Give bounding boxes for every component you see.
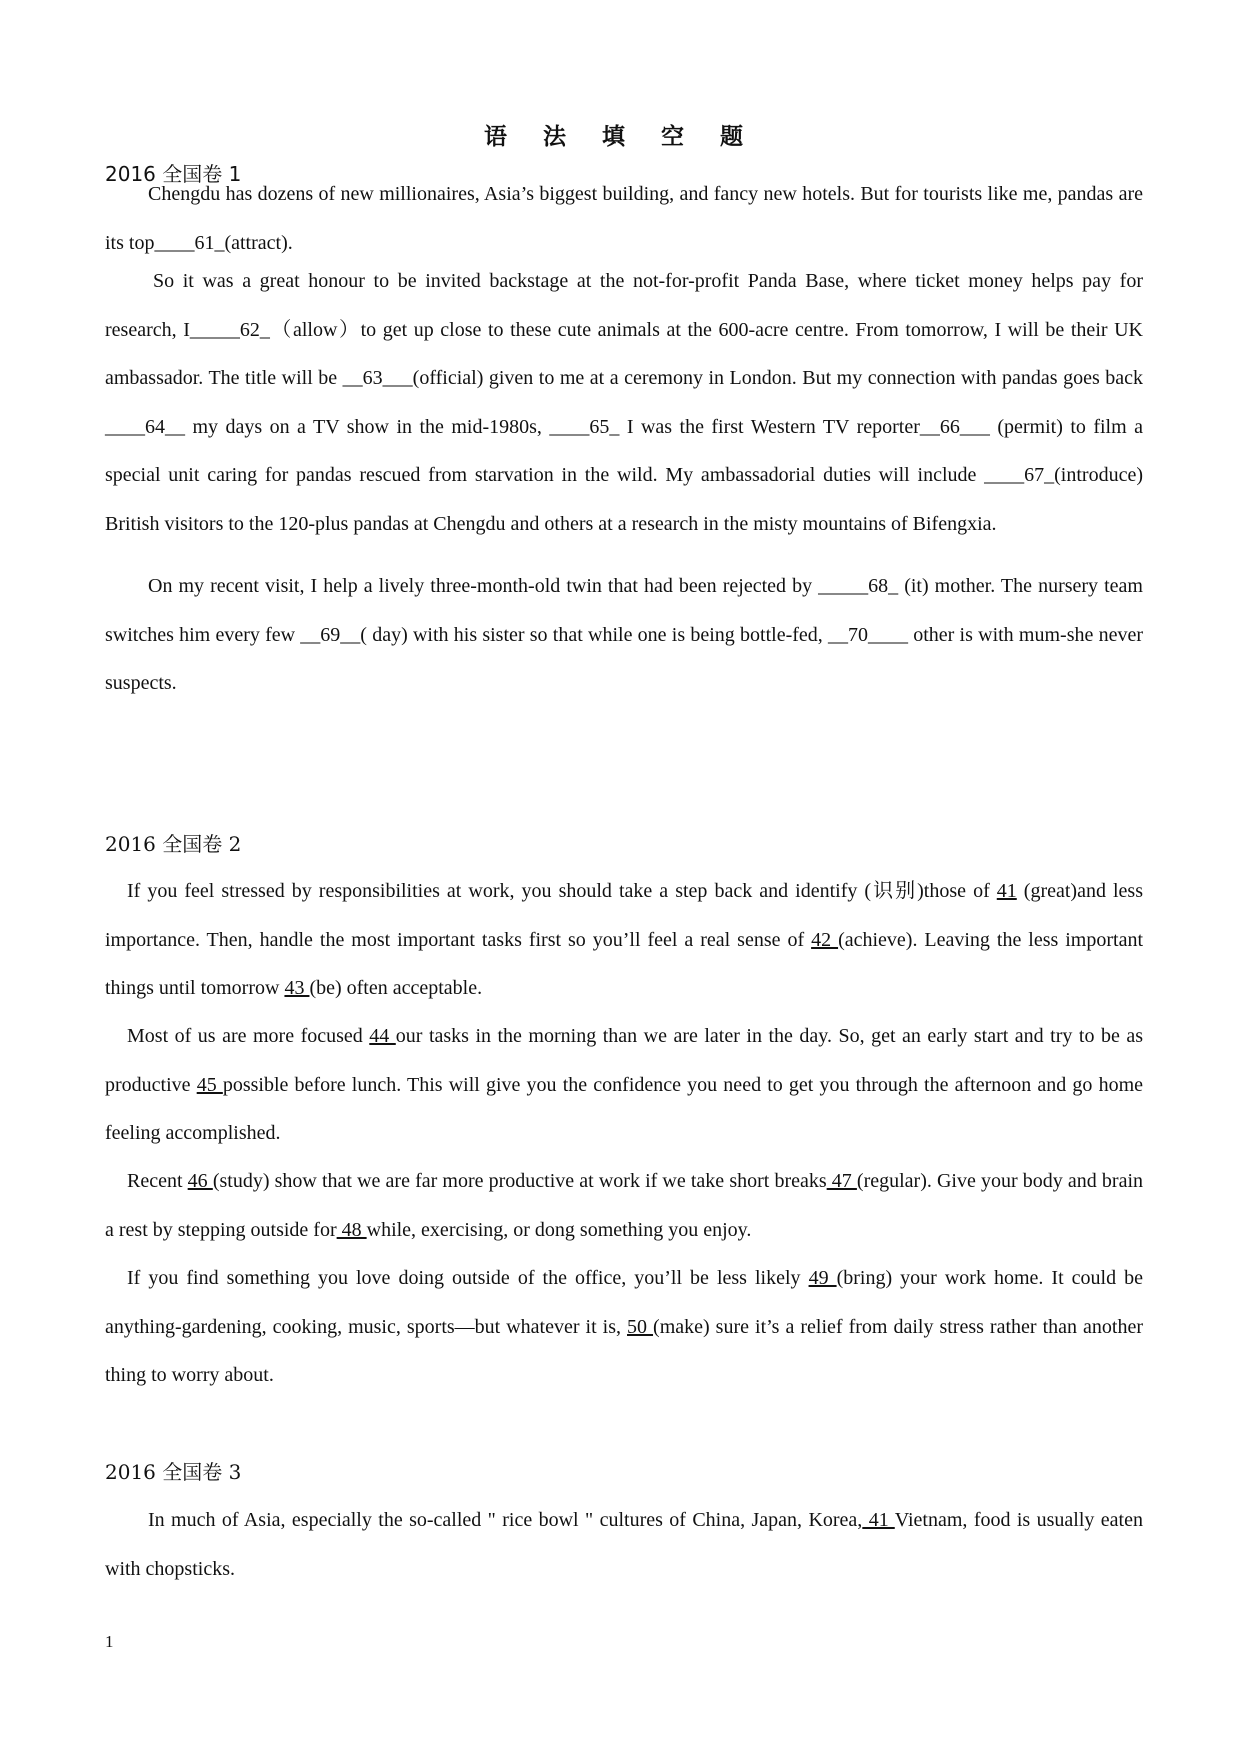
blank-41: 41 [996, 880, 1017, 902]
blank-50: 50 [627, 1315, 654, 1338]
section2-paragraph-4 [105, 1254, 1143, 1400]
section2-paragraph-3 [105, 1157, 1143, 1254]
text: (study) show that we are far more productive at work if we take short breaks [212, 1170, 827, 1192]
blank-43: 43 [284, 977, 310, 999]
text: while, exercising, or dong something you enjoy. [366, 1218, 752, 1241]
section3-heading: 2016 全国卷 3 [105, 1460, 242, 1484]
page-number: 1 [105, 1632, 114, 1651]
section2-paragraph-2 [105, 1012, 1143, 1158]
blank-42: 42 [811, 928, 839, 951]
blank-41: 41 [862, 1509, 895, 1531]
text: Vietnam, food is usually eaten with chopsticks. [105, 1509, 1143, 1580]
section1-paragraph-2: So it was a great honour to be invited backstage at the not-for-profit Panda Base, where ticket money helps pay for research, I_____62_（allow）to get up close to these cute animals at the 600-acre centre. From tomorrow, I will be their UK ambassador. The title will be __63___(official) given to me at a ceremony in London. But my connection with pandas goes back ____64__ my days on a TV show in the mid-1980s, ____65_ I was the first Western TV reporter__66___ (permit) to film a special unit caring for pandas rescued from starvation in the wild. My ambassadorial duties will include ____67_(introduce) British visitors to the 120-plus pandas at Chengdu and others at a research in the misty mountains of Bifengxia. [105, 270, 1143, 535]
text: If you feel stressed by responsibilities at work, you should take a step back and identify (识别)those of [127, 880, 997, 902]
blank-48: 48 [336, 1218, 367, 1241]
blank-45: 45 [196, 1073, 223, 1096]
section2-heading: 2016 全国卷 2 [105, 832, 242, 856]
page-title: 语 法 填 空 题 [483, 123, 758, 150]
section2-paragraph-1 [105, 867, 1143, 1013]
text: (great)and less importance. Then, handle the most important tasks first so you’ll feel a real sense of [105, 880, 1144, 951]
blank-46: 46 [187, 1170, 213, 1192]
text: In much of Asia, especially the so-called " rice bowl " cultures of China, Japan, Korea, [148, 1509, 863, 1531]
text: If you find something you love doing outside of the office, you’ll be less likely [127, 1267, 809, 1289]
text: (achieve). Leaving the less important things until tomorrow [105, 928, 1144, 999]
text: (make) sure it’s a relief from daily stress rather than another thing to worry about. [105, 1315, 1143, 1386]
blank-47: 47 [826, 1170, 857, 1192]
section1-heading: 2016 全国卷 1 [105, 162, 242, 186]
text: (regular). Give your body and brain a rest by stepping outside for [105, 1170, 1144, 1241]
text: Most of us are more focused [127, 1025, 370, 1047]
section1-paragraph-1: Chengdu has dozens of new millionaires, Asia’s biggest building, and fancy new hotels. But for tourists like me, pandas are its top____61_(attract). [105, 183, 1143, 254]
blank-49: 49 [808, 1267, 837, 1289]
text: our tasks in the morning than we are later in the day. So, get an early start and try to be as productive [105, 1025, 1143, 1096]
text: (be) often acceptable. [309, 977, 483, 999]
text: Recent [127, 1170, 188, 1192]
section3-paragraph-1 [105, 1496, 1143, 1593]
section1-paragraph-3: On my recent visit, I help a lively three-month-old twin that had been rejected by _____68_ (it) mother. The nursery team switches him every few __69__( day) with his sister so that while one is being bottle-fed, __70____ other is with mum-she never suspects. [105, 575, 1143, 694]
text: possible before lunch. This will give you the confidence you need to get you through the afternoon and go home feeling accomplished. [105, 1073, 1144, 1144]
blank-44: 44 [369, 1025, 396, 1047]
text: (bring) your work home. It could be anything-gardening, cooking, music, sports—but whatever it is, [105, 1267, 1144, 1338]
